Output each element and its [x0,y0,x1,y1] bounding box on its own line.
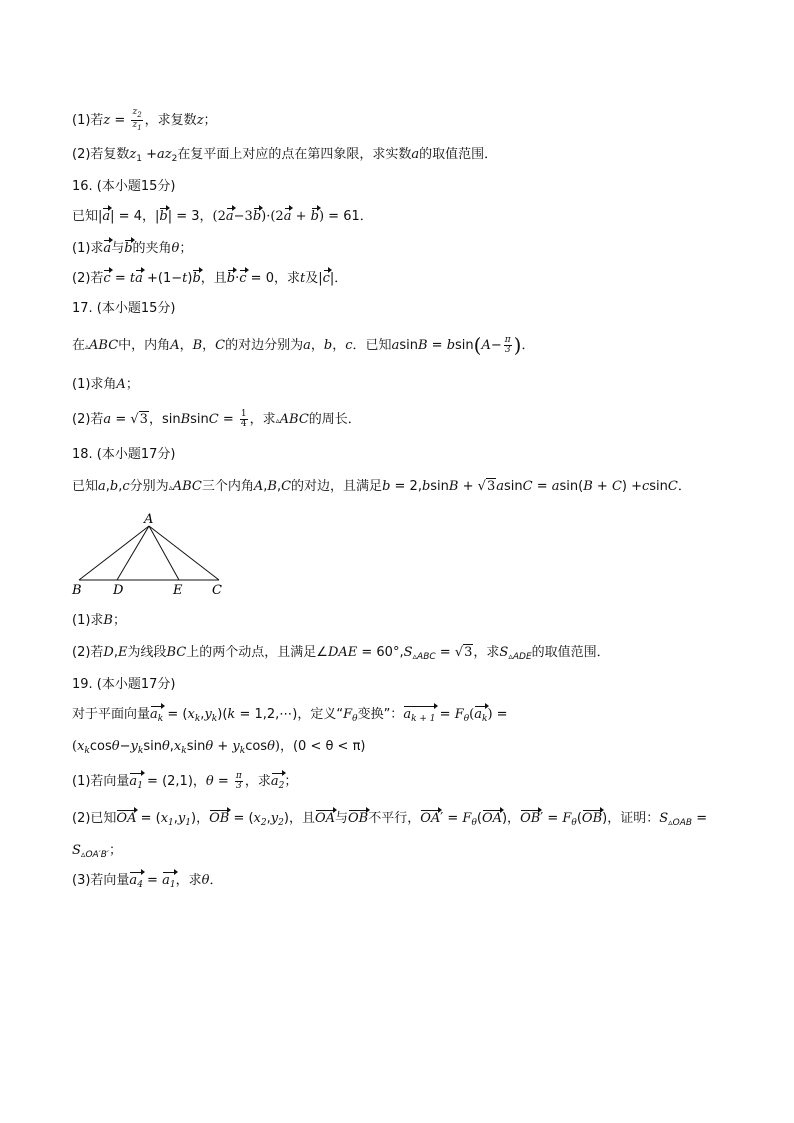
text: ，求 [473,645,500,660]
text: ，(0 < θ < π) [279,739,366,754]
text: ． [677,479,691,494]
q19-part2: (2)已知OA = $(x_1,y_1)$，OB = $(x_2,y_2)$，且OA与OB不平行，$OA' = F_\theta(OA)$，$OB' = F_\theta(OB)$，证明：$S_{▵OAB}$ = [72,811,708,828]
text: ； [108,843,122,858]
text: ． [334,271,348,286]
text: 的取值范围． [419,147,498,162]
text: ． [209,873,223,888]
text: (1)求 [72,241,104,256]
text: (1)若向量 [72,774,130,789]
text: ．已知 [352,338,392,353]
label-A: A [144,512,154,527]
text: (2)若 [72,271,104,286]
text: ，求 [249,412,276,427]
text: 为线段 [127,645,167,660]
q19-part1: (1)若向量$a_1 = (2,1)$，θ = $\frac{\pi}{3}$ ，求$a_2$； [72,772,297,795]
q19-def-line2: $(x_k\cos\theta-y_k\sin\theta,x_k\sin\theta + y_k\cos\theta)$，(0 < θ < π) [72,739,366,756]
text: 对于平面向量 [72,707,151,722]
q15-part2: (2)若复数$z_1 +az_2$在复平面上对应的点在第四象限，求实数a的取值范围． [72,147,498,164]
text: ，且 [200,271,227,286]
text: (2)若复数 [72,147,130,162]
text: 已知 [72,209,99,224]
label-B: B [72,583,82,598]
q18-part1: (1)求B； [72,613,126,628]
text: ； [284,774,298,789]
text: 的夹角 [132,241,172,256]
label-D: D [113,583,124,598]
text: (2)若 [72,645,104,660]
text: (2)若 [72,412,104,427]
text: 的对边分别为 [225,338,304,353]
edge-AC [149,526,219,580]
label-E: E [173,583,183,598]
text: 在复平面上对应的点在第四象限，求实数 [177,147,412,162]
q17-part2: (2)若a = √3，sinBsinC = $\frac{1}{4}$ ，求▵ABC的周长． [72,409,361,429]
edge-AD [117,526,149,580]
edge-AB [79,526,149,580]
q19-part3: (3)若向量$a_4 = a_1$，求θ． [72,872,222,894]
text: 在 [72,338,86,353]
text: 中，内角 [118,338,171,353]
text: = 61． [324,209,373,224]
text: ，求复数 [144,113,197,128]
text: 三个内角 [201,479,254,494]
text: 上的两个动点，且满足 [186,645,317,660]
q17-header: 17. (本小题15分) [72,301,176,316]
text: 的取值范围． [531,645,610,660]
text: 及 [305,271,319,286]
text: 的对边，且满足 [291,479,383,494]
text: ； [125,377,139,392]
text: 不平行， [368,811,421,826]
q19-def: 对于平面向量$a_k = (x_k,y_k)(k$ = 1,2,⋯)，定义“$F_\theta$变换”：$a_{k + 1} = F_\theta(a_k)$ = [72,706,508,728]
text: 的周长． [308,412,361,427]
q15-part1: (1)若z = $\frac{z_2}{z_1}$ ，求复数z； [72,107,217,132]
edge-AE [149,526,179,580]
text: (2)已知 [72,811,117,826]
q19-header: 19. (本小题17分) [72,677,176,692]
q18-header: 18. (本小题17分) [72,447,176,462]
text: ， [141,209,155,224]
text: (3)若向量 [72,873,130,888]
text: 与 [111,241,125,256]
label-C: C [212,583,222,598]
text: ，证明： [607,811,660,826]
text: ，求 [244,774,271,789]
q18-part2: (2)若D,E为线段BC上的两个动点，且满足∠DAE = $60^\circ,S_{▵ABC} = √3$，求$S_{▵ADE}$的取值范围． [72,645,610,662]
q16-part1: (1)求a与b的夹角θ； [72,241,193,256]
triangle-figure [66,510,236,600]
text: 变换”： [357,707,404,722]
q16-given: 已知|a| = 4，|b| = 3，(2a−3b)·(2a + b) = 61． [72,209,373,224]
q16-part2: (2)若c = ta +(1−t)b，且b·c = 0，求t及|c|． [72,271,348,286]
text: ； [112,613,126,628]
text: 与 [335,811,349,826]
text: ． [521,338,535,353]
text: ， [192,774,206,789]
text: (1)求 [72,613,104,628]
text: ，求 [175,873,202,888]
text: ， [199,209,213,224]
q16-header: 16. (本小题15分) [72,179,176,194]
text: (1)若 [72,113,104,128]
q17-given: 在▵ABC中，内角A，B，C的对边分别为a，b，c．已知asinB = bsin(A− $\frac{\pi}{3}$ )． [72,333,535,357]
text: ，且 [288,811,315,826]
text: 已知 [72,479,99,494]
text: ； [179,241,193,256]
q18-given: 已知a,b,c分别为▵ABC三个内角A,B,C的对边，且满足b = 2,bsinB + √3asinC = asin(B + C) +csinC． [72,479,691,494]
text: ； [203,113,217,128]
text: ，定义“ [297,707,344,722]
q19-part2-line2: $S_{▵OA'B'}$； [72,843,122,860]
text: ， [148,412,162,427]
text: = 0，求 [246,271,300,286]
q17-part1: (1)求角A； [72,377,139,392]
text: 分别为 [129,479,169,494]
text: (1)求角 [72,377,117,392]
